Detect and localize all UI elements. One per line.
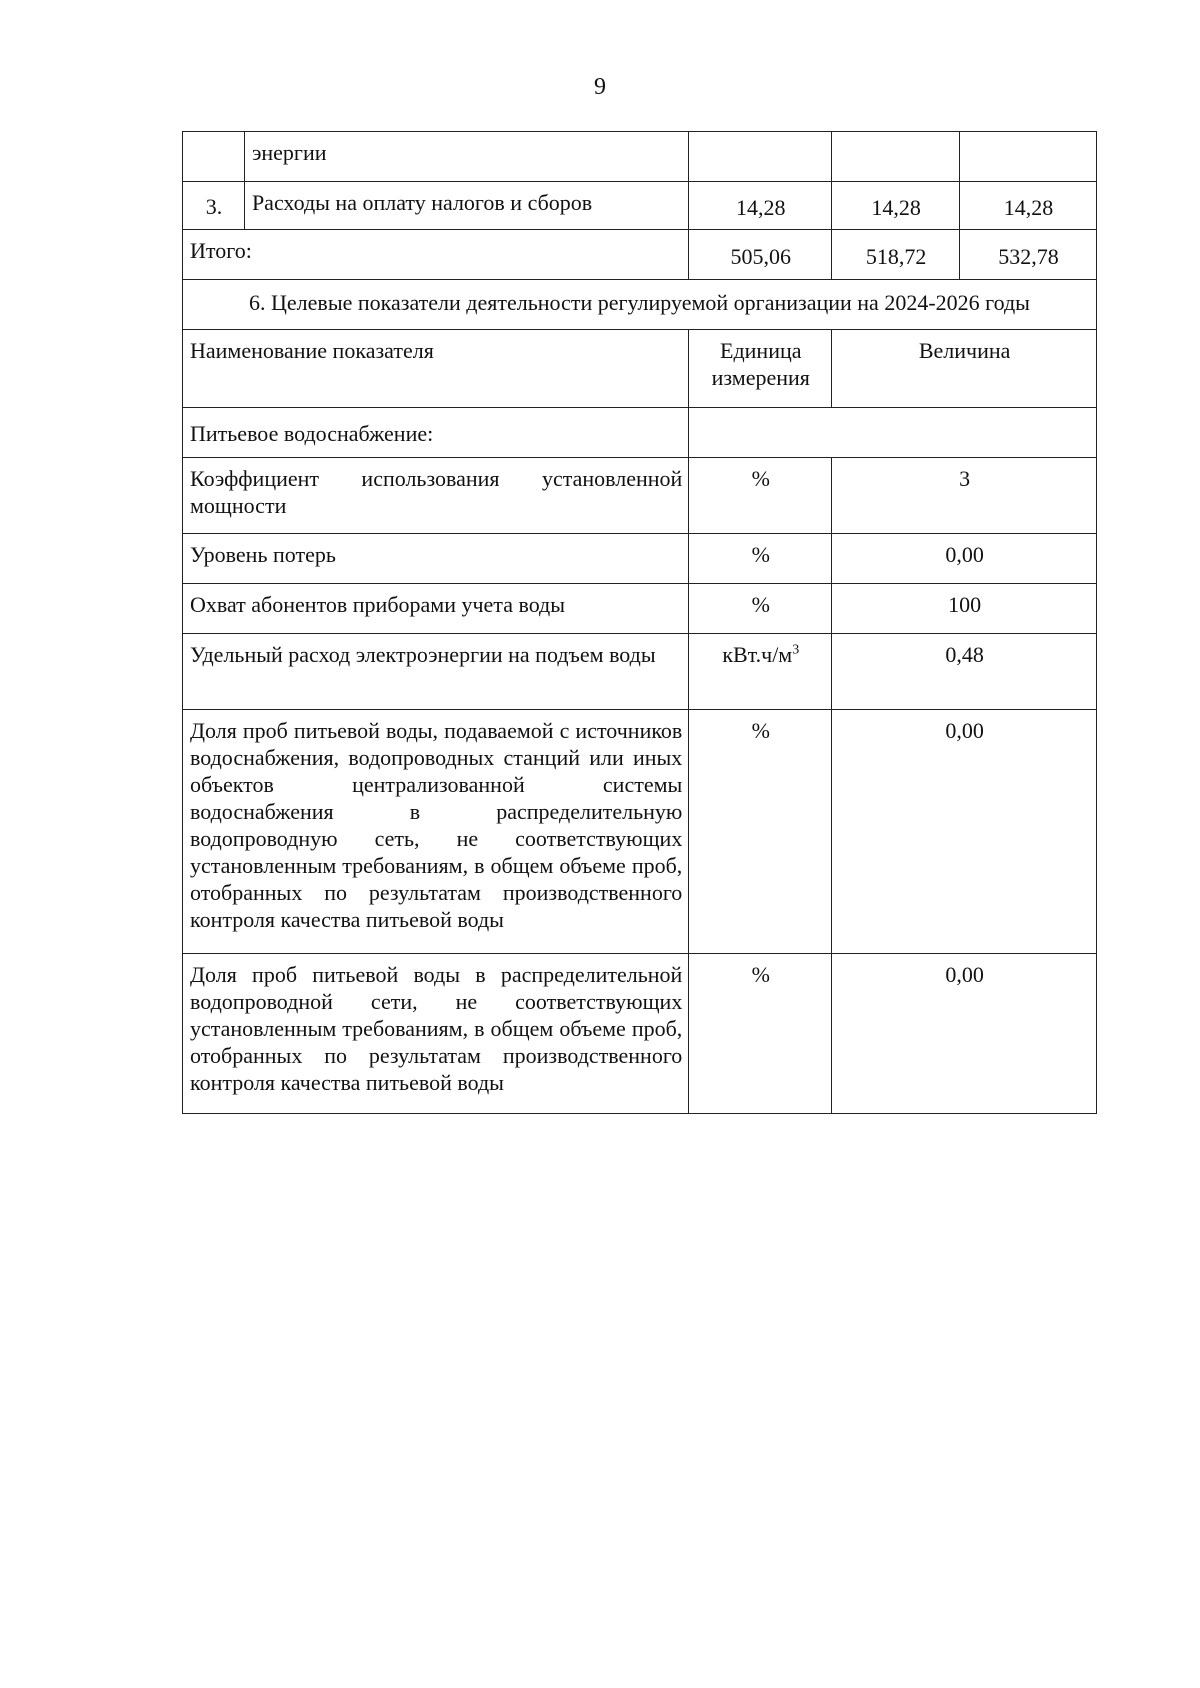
- indicator-unit: %: [689, 458, 832, 534]
- indicator-name: Охват абонентов приборами учета воды: [183, 584, 689, 634]
- section-title: 6. Целевые показатели деятельности регулируемой организации на 2024-2026 годы: [183, 280, 1097, 330]
- table-row: [183, 710, 1097, 954]
- indicator-unit: %: [689, 954, 832, 1114]
- indicator-name: Уровень потерь: [183, 534, 689, 584]
- indicator-value: 0,00: [832, 710, 1097, 954]
- indicator-name: Удельный расход электроэнергии на подъем воды: [183, 634, 689, 710]
- table-row: [183, 132, 1097, 182]
- page-number: 9: [594, 74, 606, 100]
- header-unit: Единица измерения: [689, 330, 832, 408]
- indicator-unit: %: [689, 584, 832, 634]
- table-row: [183, 954, 1097, 1114]
- table-row: [183, 634, 1097, 710]
- value-2025-cell: [832, 132, 960, 182]
- row-index-cell: 3.: [183, 182, 245, 230]
- indicator-unit: %: [689, 534, 832, 584]
- value-2024-cell: 14,28: [689, 182, 832, 230]
- value-2026-cell: [960, 132, 1097, 182]
- indicator-value: 3: [832, 458, 1097, 534]
- group-label: Питьевое водоснабжение:: [183, 408, 689, 458]
- indicator-name: Доля проб питьевой воды, подаваемой с источников водоснабжения, водопроводных станций или иных объектов централизованной системы водоснабжения в распределительную водопроводную сеть, не соответствующих установленным требованиям, в общем объеме проб, отобранных по результатам производственного контроля качества питьевой воды: [183, 710, 689, 954]
- indicator-value: 0,48: [832, 634, 1097, 710]
- total-label: Итого:: [183, 230, 689, 280]
- indicator-value: 0,00: [832, 534, 1097, 584]
- indicator-name: Доля проб питьевой воды в распределительной водопроводной сети, не соответствующих установленным требованиям, в общем объеме проб, отобранных по результатам производственного контроля качества питьевой воды: [183, 954, 689, 1114]
- data-table: [182, 131, 1097, 1114]
- group-row: [183, 408, 1097, 458]
- value-2025-cell: 14,28: [832, 182, 960, 230]
- indicator-value: 0,00: [832, 954, 1097, 1114]
- unit-superscript: 3: [792, 642, 800, 658]
- cost-name-cell: энергии: [244, 132, 688, 182]
- table-row: [183, 534, 1097, 584]
- table-row: [183, 584, 1097, 634]
- header-value: Величина: [832, 330, 1097, 408]
- table-row: [183, 182, 1097, 230]
- total-row: [183, 230, 1097, 280]
- unit-base: кВт.ч/м: [722, 642, 793, 667]
- row-index-cell: [183, 132, 245, 182]
- total-2024: 505,06: [689, 230, 832, 280]
- total-2025: 518,72: [832, 230, 960, 280]
- group-empty-cell: [689, 408, 1097, 458]
- value-2026-cell: 14,28: [960, 182, 1097, 230]
- value-2024-cell: [689, 132, 832, 182]
- indicator-value: 100: [832, 584, 1097, 634]
- table-row: [183, 458, 1097, 534]
- indicator-unit: %: [689, 710, 832, 954]
- indicator-name: Коэффициент использования установленной мощности: [183, 458, 689, 534]
- cost-name-cell: Расходы на оплату налогов и сборов: [244, 182, 688, 230]
- header-row: [183, 330, 1097, 408]
- indicator-unit: [689, 634, 832, 710]
- header-indicator-name: Наименование показателя: [183, 330, 689, 408]
- section-title-row: [183, 280, 1097, 330]
- total-2026: 532,78: [960, 230, 1097, 280]
